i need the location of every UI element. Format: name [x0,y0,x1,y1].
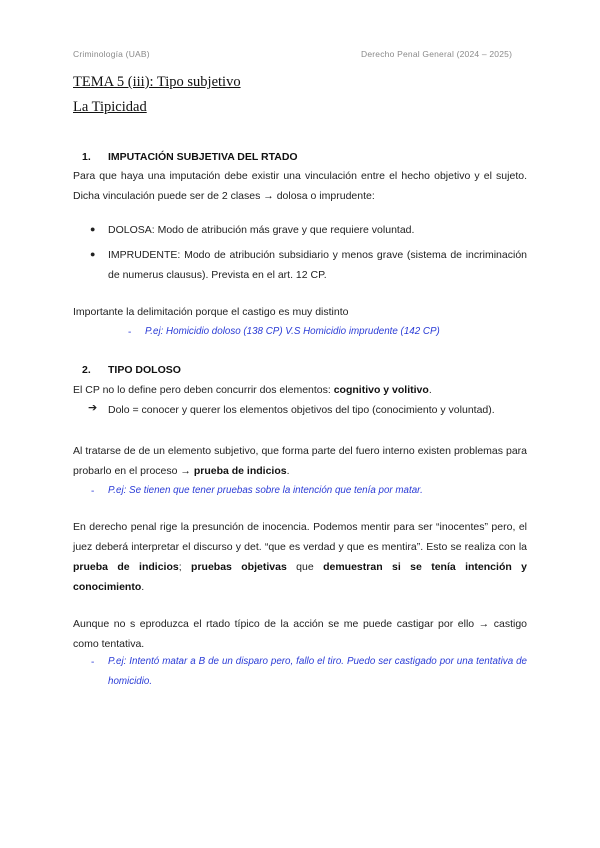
arrow-icon: ➔ [88,402,98,414]
header-course: Criminología (UAB) [73,49,150,59]
bullet-dolosa: DOLOSA: Modo de atribución más grave y que requiere voluntad. [108,224,415,236]
section2-paragraph-tentativa: Aunque no s eproduzca el rtado típico de la acción se me puede castigar por ello → castigo como tentativa. [73,618,527,650]
section2-example2: P.ej: Intentó matar a B de un disparo pero, fallo el tiro. Puedo ser castigado por una tentativa de homicidio. [108,656,527,687]
section2-number: 2. [82,364,91,376]
section2-intro: El CP no lo define pero deben concurrir dos elementos: cognitivo y volitivo. [73,384,432,396]
section2-example1: P.ej: Se tienen que tener pruebas sobre la intención que tenía por matar. [108,485,423,496]
section2-paragraph-indicios: Al tratarse de de un elemento subjetivo, que forma parte del fuero interno existen problemas para probarlo en el proceso → prueba de indicios. [73,445,527,477]
section2-paragraph-presuncion: En derecho penal rige la presunción de inocencia. Podemos mentir para ser “inocentes” pero, el juez deberá interpretar el discurso y det. “que es verdad y que es mentira”. Esto se realiza con la prueba de indicios; pruebas objetivas que demuestran si se tenía intención y conocimiento. [73,521,527,593]
section1-note: Importante la delimitación porque el castigo es muy distinto [73,306,349,318]
bullet-dot: ● [90,224,96,234]
section1-example: P.ej: Homicidio doloso (138 CP) V.S Homicidio imprudente (142 CP) [145,326,440,337]
section1-number: 1. [82,151,91,163]
bullet-imprudente: IMPRUDENTE: Modo de atribución subsidiario y menos grave (sistema de incriminación de numerus clausus). Prevista en el art. 12 CP. [108,249,527,281]
example-dash: - [91,657,95,668]
section1-heading: IMPUTACIÓN SUBJETIVA DEL RTADO [108,151,298,163]
header-subject: Derecho Penal General (2024 – 2025) [361,49,513,59]
bullet-dot: ● [90,249,96,259]
page-subtitle: La Tipicidad [73,99,147,115]
section1-intro: Para que haya una imputación debe existir una vinculación entre el hecho objetivo y el sujeto. Dicha vinculación puede ser de 2 clases → dolosa o imprudente: [73,170,527,202]
example-dash: - [128,327,132,338]
dolo-definition: Dolo = conocer y querer los elementos objetivos del tipo (conocimiento y voluntad). [108,404,495,416]
page-title: TEMA 5 (iii): Tipo subjetivo [73,74,241,90]
section2-heading: TIPO DOLOSO [108,364,181,376]
example-dash: - [91,486,95,497]
